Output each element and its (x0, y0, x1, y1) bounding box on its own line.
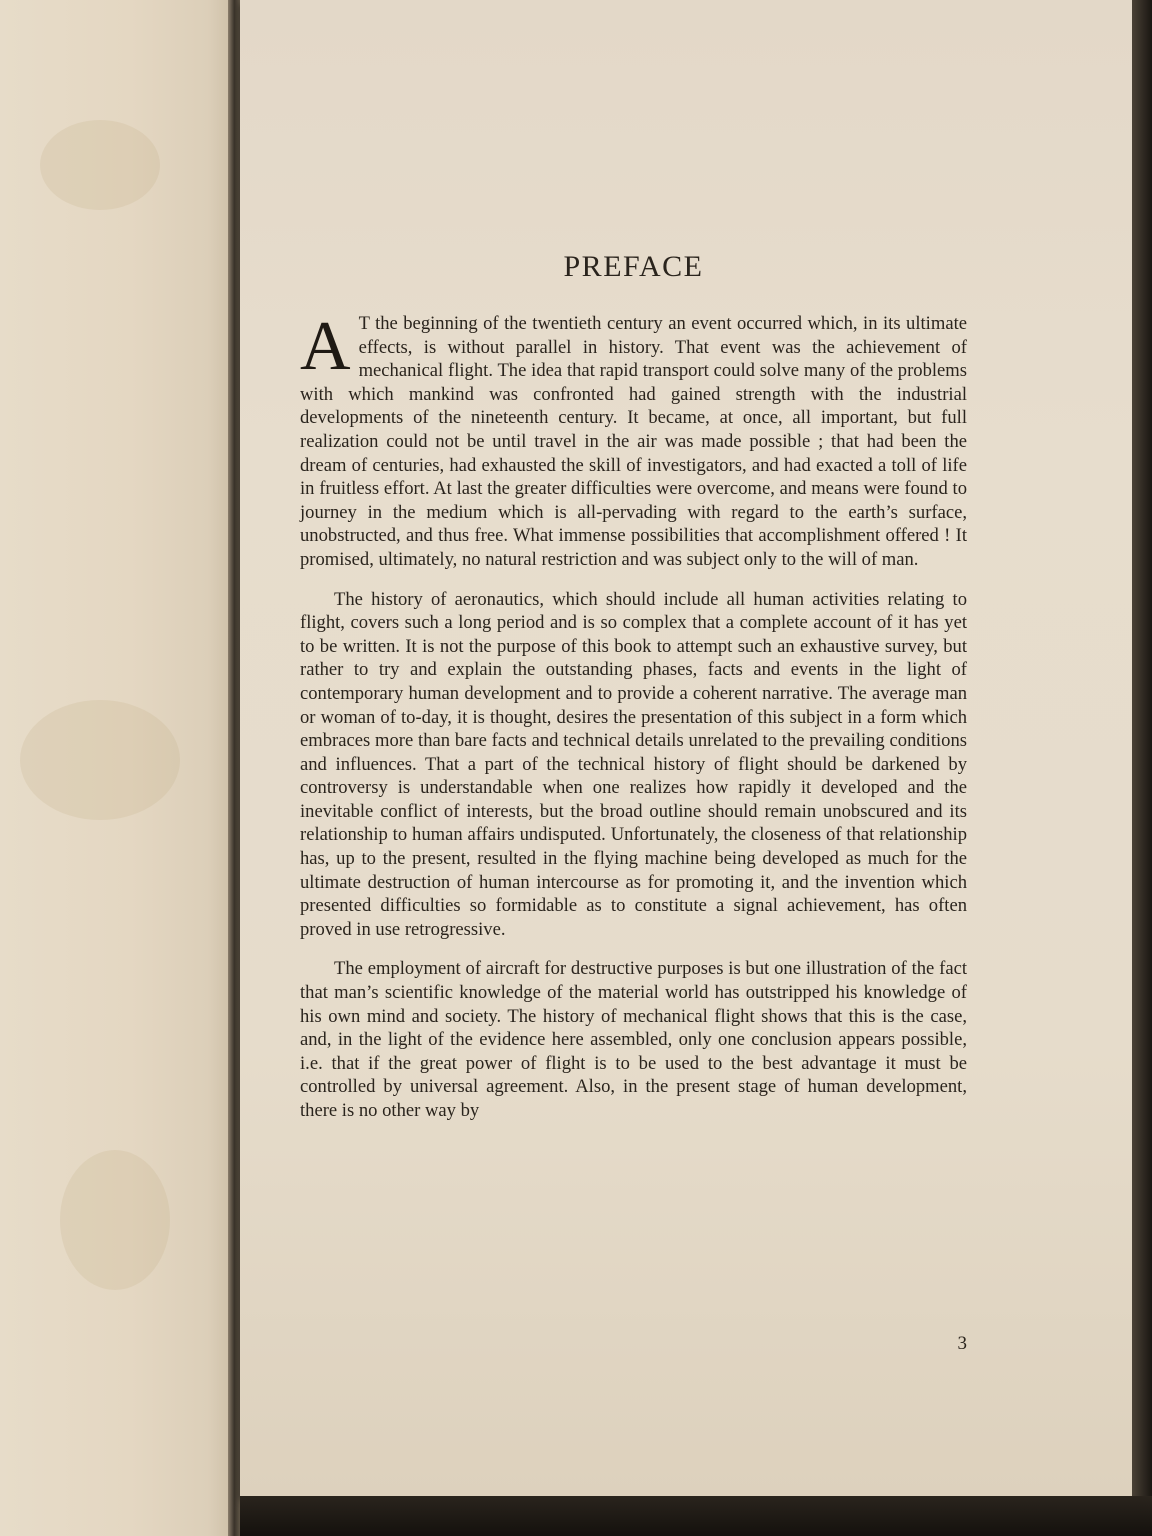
background-edge (1132, 0, 1152, 1536)
paragraph-1 (300, 308, 967, 572)
right-page (240, 0, 1132, 1496)
left-page (0, 0, 236, 1536)
paragraph-3: The employment of aircraft for destructive purposes is but one illustration of the fact that man’s scientific knowledge of the material world has outstripped his knowledge of his own mind and society. The history of mechanical flight shows that this is the case, and, in the light of the evidence here assembled, only one conclusion appears possible, i.e. that if the great power of flight is to be used to the best advantage it must be controlled by universal agreement. Also, in the present stage of human development, there is no other way by (300, 958, 967, 1121)
preface-text-block (300, 250, 967, 1123)
background-bottom (240, 1496, 1152, 1536)
page-title: PREFACE (563, 250, 704, 283)
paper-stain (60, 1150, 170, 1290)
page-number: 3 (957, 1333, 967, 1354)
drop-cap: A (300, 308, 351, 385)
paragraph-2: The history of aeronautics, which should include all human activities relating to flight, covers such a long period and is so complex that a complete account of it has yet to be written. It is not the purpose of this book to attempt such an exhaustive survey, but rather to try and explain the outstanding phases, facts and events in the light of contemporary human development and to provide a coherent narrative. The average man or woman of to-day, it is thought, desires the presentation of this subject in a form which embraces more than bare facts and technical details unrelated to the prevailing conditions and influences. That a part of the technical history of flight should be darkened by controversy is understandable when one realizes how rapidly it developed and the inevitable conflict of interests, but the broad outline should remain unobscured and its relationship to human affairs undisputed. Unfortunately, the closeness of that relationship has, up to the present, resulted in the flying machine being developed as much for the ultimate destruction of human intercourse as for promoting it, and the invention which presented difficulties so formidable as to constitute a signal achievement, has often proved in use retrogressive. (300, 588, 967, 940)
paragraph-1-text: T the beginning of the twentieth century an event occurred which, in its ultimate effects, is without parallel in history. That event was the achievement of mechanical flight. The idea that rapid transport could solve many of the problems with which mankind was confronted had gained strength with the industrial developments of the nineteenth century. It became, at once, all important, but full realization could not be until travel in the air was made possible ; that had been the dream of centuries, had exhausted the skill of investigators, and had exacted a toll of life in fruitless effort. At last the greater difficulties were overcome, and means were found to journey in the medium which is all-pervading with regard to the earth’s surface, unobstructed, and thus free. What immense possibilities that accomplishment offered ! It promised, ultimately, no natural restriction and was subject only to the will of man. (300, 313, 967, 570)
paper-stain (40, 120, 160, 210)
paper-stain (20, 700, 180, 820)
